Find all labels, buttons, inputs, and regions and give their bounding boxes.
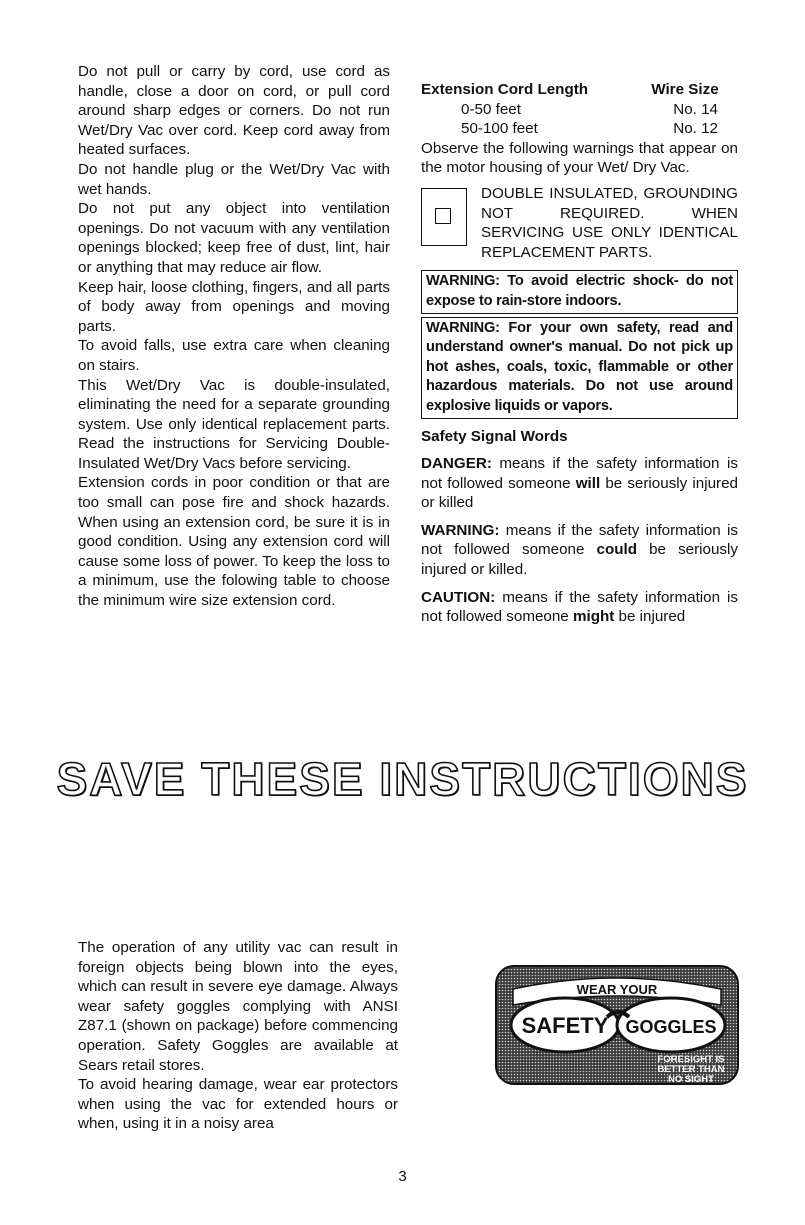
signal-emphasis: will [575,474,601,492]
safety-goggles-graphic [495,965,739,1085]
goggles-lens-right-text: GOGGLES [625,1017,717,1037]
signal-caution [421,588,738,627]
signal-text: means if the safety information is not followed someone [421,455,738,492]
ventilation-paragraph: Do not put any object into ventilation openings. Do not vacuum with any ventilation openings blocked; keep free of dust, lint, hair or anything that may reduce air flow. [78,200,390,276]
signal-text: be injured [614,608,686,626]
moving-parts-paragraph: Keep hair, loose clothing, fingers, and all parts of body away from openings and moving parts. [78,278,390,335]
goggles-slogan-line: BETTER THAN [657,1064,725,1075]
double-insulated-paragraph: This Wet/Dry Vac is double-insulated, eliminating the need for a separate grounding system. Use only identical replacement parts. Read the instructions for Servicing Double-Insulated Wet/Dry Vacs before servicing. [78,376,390,472]
signal-term: CAUTION: [421,588,496,606]
table-row [421,119,738,139]
signal-warning [421,521,738,580]
stairs-paragraph: To avoid falls, use extra care when cleaning on stairs. [78,337,390,374]
signal-emphasis: could [596,541,638,559]
hearing-safety-paragraph: To avoid hearing damage, wear ear protectors when using the vac for extended hours or when, using it in a noisy area [78,1076,398,1133]
signal-words-list [421,454,738,627]
left-column [78,62,390,611]
page-number: 3 [398,1168,407,1185]
signal-danger [421,454,738,513]
table-cell-length: 50-100 feet [461,120,538,138]
double-insulated-symbol-icon [421,188,467,246]
cord-handling-paragraph: Do not pull or carry by cord, use cord as handle, close a door on cord, or pull cord around sharp edges or corners. Do not run Wet/Dry Vac over cord. Keep cord away from heated surfaces. [78,63,390,159]
goggles-lens-left-text: SAFETY [521,1013,609,1038]
signal-term: WARNING: [421,521,500,539]
table-cell-length: 0-50 feet [461,100,521,118]
extension-cord-table [421,80,738,139]
signal-text: means if the safety information is not followed someone [421,521,738,559]
signal-emphasis: might [572,608,615,626]
warning-box-shock: WARNING: To avoid electric shock- do not expose to rain-store indoors. [421,270,738,313]
table-row [421,100,738,120]
wet-hands-paragraph: Do not handle plug or the Wet/Dry Vac with wet hands. [78,160,390,198]
save-instructions-banner: SAVE THESE INSTRUCTIONS [56,753,749,805]
observe-text: Observe the following warnings that appear on the motor housing of your Wet/ Dry Vac. [421,139,738,177]
double-insulated-block [421,184,738,262]
safety-signal-heading: Safety Signal Words [421,427,568,445]
table-header-wire: Wire Size [651,81,719,98]
signal-term: DANGER: [421,455,492,473]
table-cell-wire: No. 14 [673,100,718,118]
right-column [421,80,738,627]
double-insulated-text: DOUBLE INSULATED, GROUNDING NOT REQUIRED. WHEN SERVICING USE ONLY IDENTICAL REPLACEMENT PARTS. [481,184,738,261]
signal-text: be seriously injured or killed [421,474,738,512]
table-header-length: Extension Cord Length [421,81,589,98]
goggles-slogan-line: NO SIGHT [668,1074,714,1085]
goggles-top-text: WEAR YOUR [576,982,658,997]
signal-text: be seriously injured or killed. [421,541,738,579]
eye-hearing-safety-text [78,938,398,1134]
extension-cord-paragraph: Extension cords in poor condition or that are too small can pose fire and shock hazards. When using an extension cord, be sure it is in good condition. Using any extension cord will cause some loss of power. To keep the loss to a minimum, use the folowing table to choose the minimum wire size extension cord. [78,474,390,610]
eye-safety-paragraph: The operation of any utility vac can result in foreign objects being blown into the eyes, which can result in severe eye damage. Always wear safety goggles complying with ANSI Z87.1 (shown on package) before commencing operation. Safety Goggles are available at Sears retail stores. [78,939,398,1074]
warning-box-safety: WARNING: For your own safety, read and understand owner's manual. Do not pick up hot ashes, coals, toxic, flammable or other hazardous materials. Do not use around explosive liquids or vapors. [421,317,738,419]
table-cell-wire: No. 12 [673,120,718,138]
signal-text: means if the safety information is not followed someone [421,588,738,626]
goggles-slogan-line: FORESIGHT IS [657,1054,725,1065]
